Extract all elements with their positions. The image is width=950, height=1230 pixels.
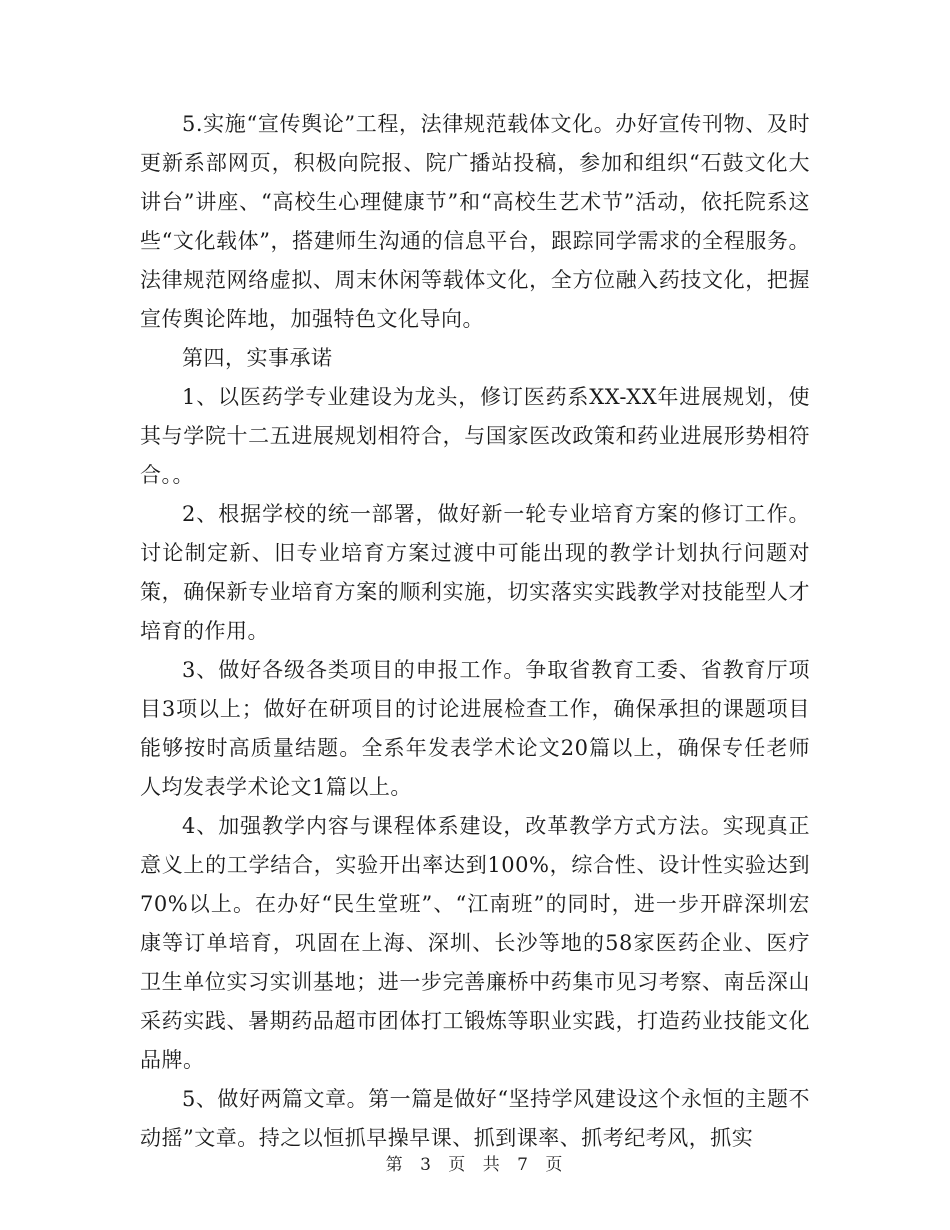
section-heading-commitments: 第四，实事承诺	[182, 346, 333, 370]
paragraph-commitment-4: 4、加强教学内容与课程体系建设，改革教学方式方法。实现真正意义上的工学结合，实验开出率达到100%，综合性、设计性实验达到70%以上。在办好“民生堂班”、“江南班”的同时，进一步开辟深圳宏康等订单培育，巩固在上海、深圳、长沙等地的58家医药企业、医疗卫生单位实习实训基地；进一步完善廉桥中药集市见习考察、南岳深山采药实践、暑期药品超市团体打工锻炼等职业实践，打造药业技能文化品牌。	[140, 814, 810, 1072]
footer-label-page-unit: 页	[448, 1155, 468, 1175]
footer-total-pages: 7	[517, 1155, 530, 1175]
paragraph-commitment-5: 5、做好两篇文章。第一篇是做好“坚持学风建设这个永恒的主题不动摇”文章。持之以恒抓早操早课、抓到课率、抓考纪考风，抓实	[140, 1087, 810, 1150]
footer-label-total-unit: 页	[545, 1155, 565, 1175]
paragraph-commitment-3: 3、做好各级各类项目的申报工作。争取省教育工委、省教育厅项目3项以上；做好在研项目的讨论进展检查工作，确保承担的课题项目能够按时高质量结题。全系年发表学术论文20篇以上，确保专任老师人均发表学术论文1篇以上。	[140, 658, 810, 799]
paragraph-commitment-2: 2、根据学校的统一部署，做好新一轮专业培育方案的修订工作。讨论制定新、旧专业培育方案过渡中可能出现的教学计划执行问题对策，确保新专业培育方案的顺利实施，切实落实实践教学对技能型人才培育的作用。	[140, 502, 810, 643]
document-body	[140, 105, 810, 1158]
paragraph-propaganda-project: 5.实施“宣传舆论”工程，法律规范载体文化。办好宣传刊物、及时更新系部网页，积极向院报、院广播站投稿，参加和组织“石鼓文化大讲台”讲座、“高校生心理健康节”和“高校生艺术节”活动，依托院系这些“文化载体”，搭建师生沟通的信息平台，跟踪同学需求的全程服务。法律规范网络虚拟、周末休闲等载体文化，全方位融入药技文化，把握宣传舆论阵地，加强特色文化导向。	[140, 112, 810, 331]
footer-label-page: 第	[385, 1155, 405, 1175]
page-footer	[0, 1150, 950, 1175]
footer-current-page: 3	[420, 1155, 433, 1175]
paragraph-commitment-1: 1、以医药学专业建设为龙头，修订医药系XX-XX年进展规划，使其与学院十二五进展规划相符合，与国家医改政策和药业进展形势相符合。。	[140, 385, 810, 487]
footer-label-total: 共	[482, 1155, 502, 1175]
